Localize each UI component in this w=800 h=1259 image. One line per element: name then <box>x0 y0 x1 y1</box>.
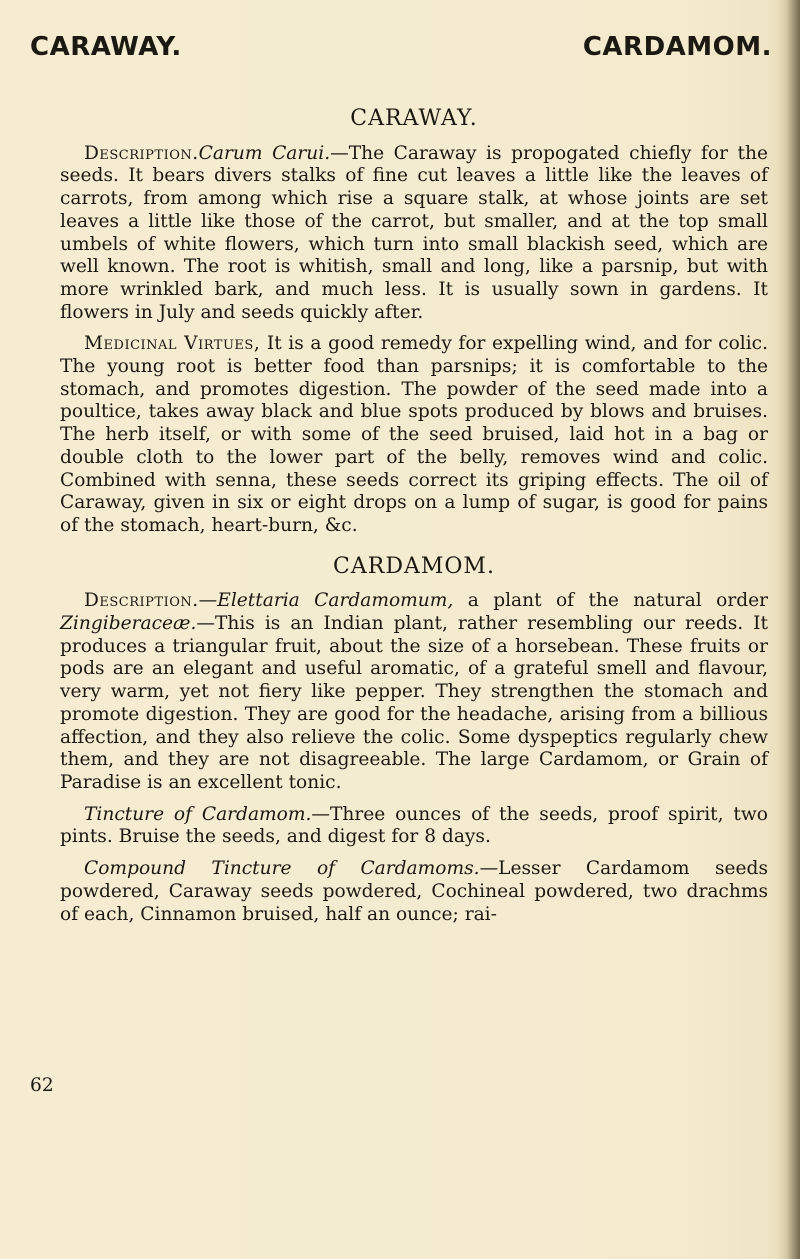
page-content <box>60 108 768 935</box>
tincture-heading: Tincture of Cardamom. <box>84 803 312 825</box>
cardamom-title: CARDAMOM. <box>333 553 495 579</box>
binding-shadow <box>778 0 800 1259</box>
running-head-right: CARDAMOM. <box>582 32 772 62</box>
cardamom-latin-name: Elettaria Cardamomum, <box>217 590 454 612</box>
caraway-virtues-text: It is a good remedy for expelling wind, and for colic. The young root is better food than parsnips; it is comfortable to the stomach, and promotes digestion. The powder of the seed made into a poultice, takes away black and blue spots produced by blows and bruises. The herb itself, or with some of the seed bruised, laid hot in a bag or double cloth to the lower part of the belly, removes wind and colic. Combined with senna, these seeds correct its griping effects. The oil of Caraway, given in six or eight drops on a lump of sugar, is good for pains of the stomach, heart-burn, &c. <box>60 333 768 536</box>
caraway-description-lead: Description. <box>84 142 199 164</box>
caraway-title: CARAWAY. <box>350 106 478 131</box>
cardamom-description-lead: Description. <box>84 590 199 612</box>
cardamom-compound-tincture <box>60 858 768 926</box>
caraway-latin-name: Carum Carui. <box>198 142 331 164</box>
compound-tincture-heading: Compound Tincture of Cardamoms. <box>84 858 480 880</box>
running-head <box>30 32 772 62</box>
caraway-medicinal-virtues <box>60 333 768 537</box>
page-number: 62 <box>30 1075 54 1096</box>
cardamom-natural-order: Zingiberaceæ. <box>60 613 197 635</box>
cardamom-description-part2: a plant of the natural order <box>453 590 769 612</box>
caraway-description-text: —The Caraway is propogated chiefly for the seeds. It bears divers stalks of fine cut leaves a little like the leaves of carrots, from among which rise a square stalk, at whose joints are set leaves a little like those of the carrot, but smaller, and at the top small umbels of white flowers, which turn into small blackish seed, which are well known. The root is whitish, small and long, like a parsnip, but with more wrinkled bark, and much less. It is usually sown in gardens. It flowers in July and seeds quickly after. <box>60 142 768 323</box>
cardamom-description <box>60 590 768 794</box>
caraway-description <box>60 143 768 325</box>
compound-tincture-text: —Lesser Cardamom seeds powdered, Caraway seeds powdered, Cochineal powdered, two drachms of each, Cinnamon bruised, half an ounce; rai- <box>60 858 768 925</box>
running-head-left: CARAWAY. <box>30 32 182 62</box>
cardamom-tincture <box>60 804 768 849</box>
tincture-text: —Three ounces of the seeds, proof spirit, two pints. Bruise the seeds, and digest for 8 days. <box>60 803 768 848</box>
cardamom-description-part3: —This is an Indian plant, rather resembling our reeds. It produces a triangular fruit, about the size of a horsebean. These fruits or pods are an elegant and useful aromatic, of a grateful smell and flavour, very warm, yet not fiery like pepper. They strengthen the stomach and promote digestion. They are good for the headache, arising from a billious affection, and they also relieve the colic. Some dyspeptics regularly chew them, and they are not disagreeable. The large Cardamom, or Grain of Paradise is an excellent tonic. <box>60 613 768 793</box>
cardamom-dash: — <box>198 590 218 612</box>
caraway-virtues-lead: Medicinal Virtues, <box>84 333 261 355</box>
